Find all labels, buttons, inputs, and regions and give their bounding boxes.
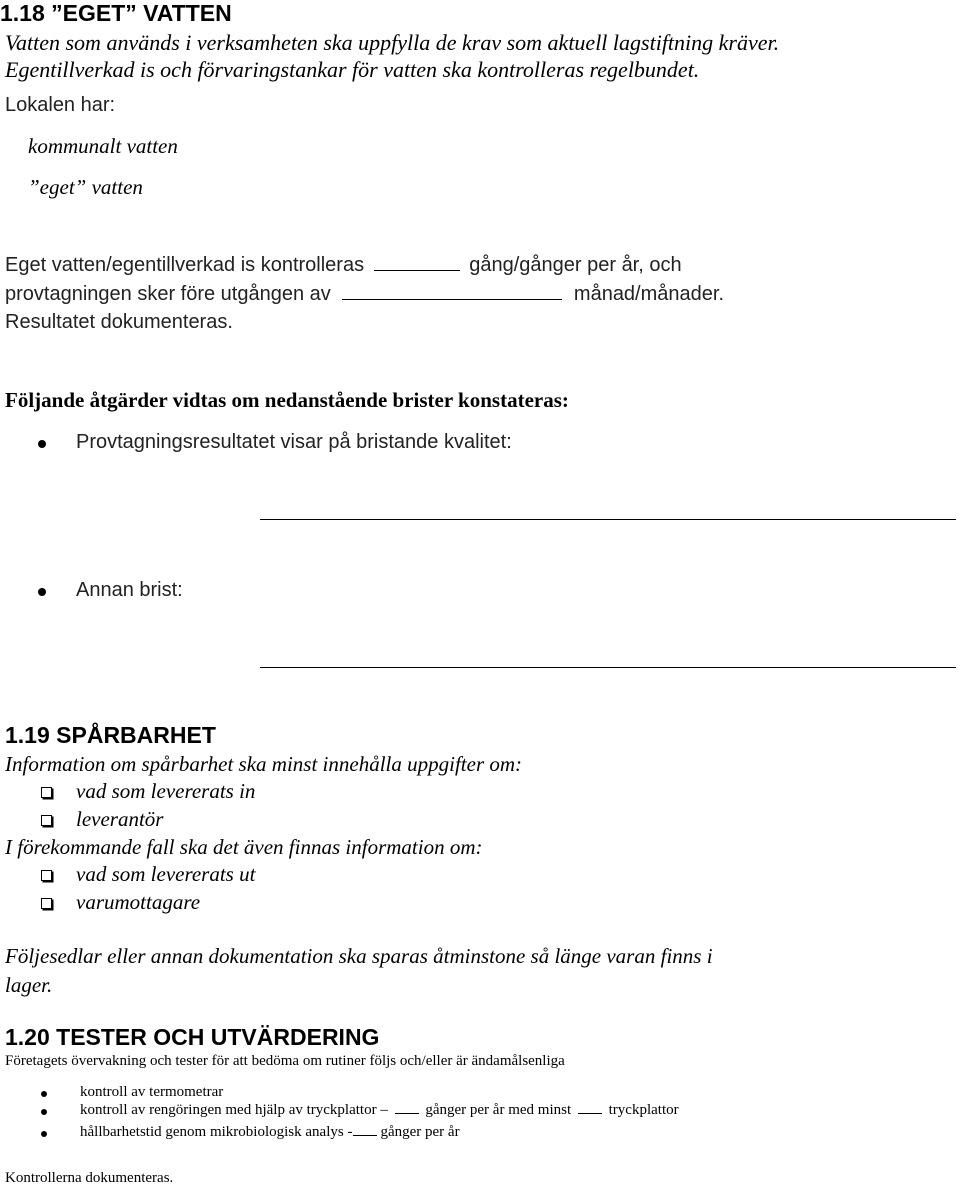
bullet-icon (41, 1091, 47, 1097)
traceability-intro: Information om spårbarhet ska minst innehålla uppgifter om: (5, 752, 523, 776)
actions-heading: Följande åtgärder vidtas om nedanstående brister konstateras: (5, 388, 569, 412)
result-documented-text: Resultatet dokumenteras. (5, 311, 233, 333)
traceability-intro-2: I förekommande fall ska det även finnas information om: (5, 835, 483, 859)
bullet-other-deficiency: Annan brist: (76, 579, 183, 601)
checkbox-icon[interactable] (41, 787, 52, 798)
test-item-thermometers: kontroll av termometrar (80, 1084, 224, 1100)
traceability-item-delivered-in: vad som levererats in (76, 779, 256, 803)
shelf-life-text-start: hållbarhetstid genom mikrobiologisk analys - (80, 1124, 353, 1140)
shelf-life-times-blank[interactable] (353, 1134, 377, 1136)
sampling-deadline-text-end: månad/månader. (573, 283, 725, 305)
cleaning-times-blank[interactable] (395, 1112, 419, 1114)
test-item-shelf-life (80, 1124, 460, 1141)
answer-line-other[interactable] (260, 667, 956, 668)
plates-count-blank[interactable] (578, 1112, 602, 1114)
section-heading-tester: 1.20 TESTER OCH UTVÄRDERING (5, 1024, 380, 1050)
bullet-quality-deficiency: Provtagningsresultatet visar på bristande kvalitet: (76, 431, 512, 453)
option-eget-vatten[interactable]: ”eget” vatten (28, 175, 143, 199)
sampling-deadline-line (5, 283, 724, 306)
bullet-icon (41, 1131, 47, 1137)
traceability-item-supplier: leverantör (76, 807, 164, 831)
checkbox-icon[interactable] (41, 815, 52, 826)
cleaning-text-middle: gånger per år med minst (425, 1102, 572, 1118)
control-frequency-text-start: Eget vatten/egentillverkad is kontrolleras (5, 254, 365, 276)
test-item-cleaning-plates (80, 1102, 679, 1119)
bullet-icon (41, 1109, 47, 1115)
shelf-life-text-end: gånger per år (380, 1124, 460, 1140)
checkbox-icon[interactable] (41, 898, 52, 909)
frequency-blank-field[interactable] (374, 269, 460, 271)
option-kommunalt-vatten[interactable]: kommunalt vatten (28, 134, 178, 158)
controls-documented-footer: Kontrollerna dokumenteras. (5, 1170, 174, 1186)
lokalen-label: Lokalen har: (5, 94, 116, 116)
tests-intro: Företagets övervakning och tester för att bedöma om rutiner följs och/eller är ändamålsenliga (5, 1053, 565, 1069)
control-frequency-text-end: gång/gånger per år, och (469, 254, 682, 276)
section-heading-sparbarhet: 1.19 SPÅRBARHET (5, 722, 216, 748)
documentation-note-line-2: lager. (5, 973, 53, 997)
traceability-item-recipient: varumottagare (76, 890, 201, 914)
bullet-icon (38, 440, 46, 448)
requirement-line-2: Egentillverkad is och förvaringstankar för vatten ska kontrolleras regelbundet. (5, 57, 700, 82)
cleaning-text-start: kontroll av rengöringen med hjälp av tryckplattor – (80, 1102, 388, 1118)
cleaning-text-end: tryckplattor (608, 1102, 679, 1118)
bullet-icon (38, 588, 46, 596)
control-frequency-line (5, 254, 682, 277)
traceability-item-delivered-out: vad som levererats ut (76, 862, 256, 886)
sampling-deadline-text-start: provtagningen sker före utgången av (5, 283, 331, 305)
answer-line-quality[interactable] (260, 519, 956, 520)
requirement-line-1: Vatten som används i verksamheten ska uppfylla de krav som aktuell lagstiftning kräver. (5, 30, 780, 55)
months-blank-field[interactable] (342, 298, 562, 300)
section-heading-eget-vatten: 1.18 ”EGET” VATTEN (0, 0, 232, 26)
checkbox-icon[interactable] (41, 870, 52, 881)
documentation-note-line-1: Följesedlar eller annan dokumentation ska sparas åtminstone så länge varan finns i (5, 944, 713, 968)
